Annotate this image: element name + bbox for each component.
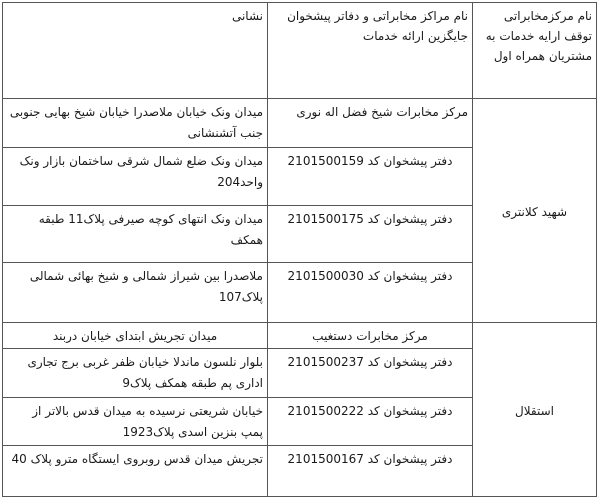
address-cell: میدان ونک ضلع شمال شرقی ساختمان بازار ونک واحد204: [3, 148, 268, 206]
address-cell: میدان ونک خیابان ملاصدرا خیابان شیخ بهایی جنوبی جنب آتشنشانی: [3, 99, 268, 148]
office-cell: دفتر پیشخوان کد 2101500030: [268, 263, 473, 323]
header-center-name: نام مرکزمخابراتی توقف ارایه خدمات به مشتریان همراه اول: [473, 3, 597, 99]
office-cell: دفتر پیشخوان کد 2101500237: [268, 349, 473, 398]
address-cell: ملاصدرا بین شیراز شمالی و شیخ بهائی شمالی پلاک107: [3, 263, 268, 323]
table-row: [3, 99, 597, 148]
header-address: نشانی: [3, 3, 268, 99]
address-cell: بلوار نلسون ماندلا خیابان ظفر غربی برج تجاری اداری پم طبقه همکف پلاک9: [3, 349, 268, 398]
office-cell: دفتر پیشخوان کد 2101500222: [268, 398, 473, 446]
address-cell: خیابان شریعتی نرسیده به میدان قدس بالاتر از پمپ بنزین اسدی پلاک1923: [3, 398, 268, 446]
office-cell: دفتر پیشخوان کد 2101500167: [268, 446, 473, 497]
table-row: [3, 323, 597, 349]
office-cell: مرکز مخابرات دستغیب: [268, 323, 473, 349]
address-cell: میدان ونک انتهای کوچه صیرفی پلاک11 طبقه همکف: [3, 206, 268, 263]
address-cell: تجریش میدان قدس روبروی ایستگاه مترو پلاک 40: [3, 446, 268, 497]
address-cell: میدان تجریش ابتدای خیابان دربند: [3, 323, 268, 349]
header-office-name: نام مراکز مخابراتی و دفاتر پیشخوان جایگزین ارائه خدمات: [268, 3, 473, 99]
center-name-cell: شهید کلانتری: [473, 99, 597, 323]
center-name-cell: استقلال: [473, 323, 597, 497]
service-centers-table: [2, 2, 597, 497]
office-cell: مرکز مخابرات شیخ فضل اله نوری: [268, 99, 473, 148]
header-row: [3, 3, 597, 99]
office-cell: دفتر پیشخوان کد 2101500175: [268, 206, 473, 263]
office-cell: دفتر پیشخوان کد 2101500159: [268, 148, 473, 206]
